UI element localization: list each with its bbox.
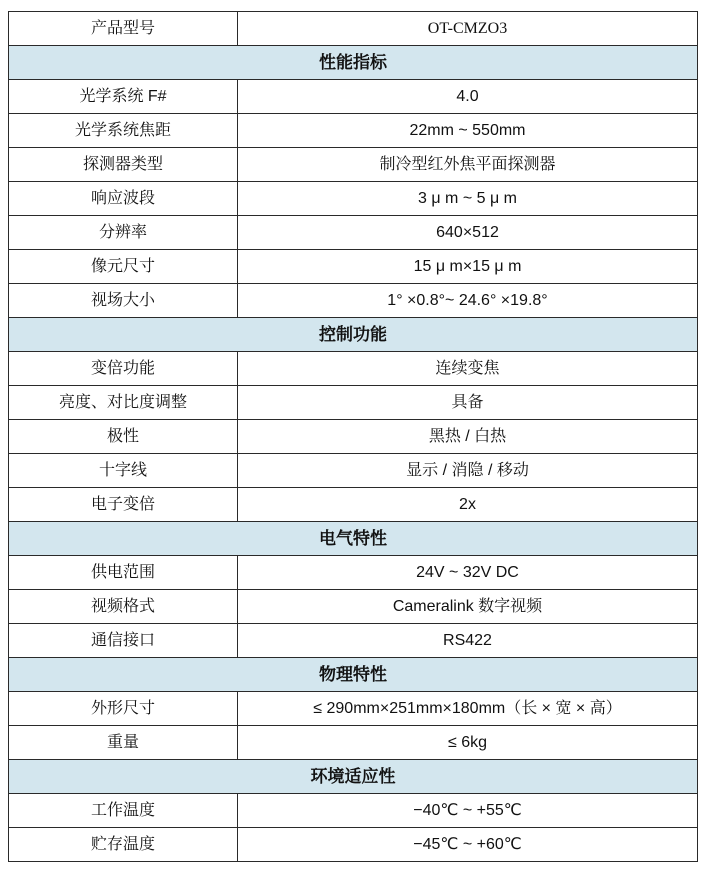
row-value: 4.0 (238, 80, 698, 114)
row-label: 工作温度 (9, 794, 238, 828)
row-label: 光学系统 F# (9, 80, 238, 114)
row-label: 通信接口 (9, 624, 238, 658)
spec-table (8, 11, 698, 862)
section-title: 性能指标 (9, 46, 698, 80)
table-row (9, 726, 698, 760)
table-row (9, 624, 698, 658)
row-value: 显示 / 消隐 / 移动 (238, 454, 698, 488)
row-value: 连续变焦 (238, 352, 698, 386)
row-label: 供电范围 (9, 556, 238, 590)
row-label: 探测器类型 (9, 148, 238, 182)
row-value: ≤ 6kg (238, 726, 698, 760)
table-row (9, 114, 698, 148)
row-value: 具备 (238, 386, 698, 420)
table-row (9, 80, 698, 114)
table-row (9, 352, 698, 386)
model-value: OT-CMZO3 (238, 12, 698, 46)
row-value: −40℃ ~ +55℃ (238, 794, 698, 828)
section-header-environment (9, 760, 698, 794)
table-row (9, 182, 698, 216)
section-header-performance (9, 46, 698, 80)
row-label: 极性 (9, 420, 238, 454)
row-label: 外形尺寸 (9, 692, 238, 726)
row-value: 22mm ~ 550mm (238, 114, 698, 148)
row-label: 响应波段 (9, 182, 238, 216)
row-value: 3 μ m ~ 5 μ m (238, 182, 698, 216)
row-label: 像元尺寸 (9, 250, 238, 284)
row-value: 640×512 (238, 216, 698, 250)
table-row (9, 420, 698, 454)
row-label: 重量 (9, 726, 238, 760)
row-value: 15 μ m×15 μ m (238, 250, 698, 284)
row-value: 黑热 / 白热 (238, 420, 698, 454)
table-row (9, 692, 698, 726)
row-label: 贮存温度 (9, 828, 238, 862)
section-header-physical (9, 658, 698, 692)
section-title: 控制功能 (9, 318, 698, 352)
table-row (9, 148, 698, 182)
table-row (9, 216, 698, 250)
row-value: ≤ 290mm×251mm×180mm（长 × 宽 × 高） (238, 692, 698, 726)
row-label: 视频格式 (9, 590, 238, 624)
section-title: 电气特性 (9, 522, 698, 556)
table-row (9, 828, 698, 862)
row-label: 视场大小 (9, 284, 238, 318)
table-row (9, 250, 698, 284)
row-value: 24V ~ 32V DC (238, 556, 698, 590)
model-label: 产品型号 (9, 12, 238, 46)
row-label: 光学系统焦距 (9, 114, 238, 148)
row-label: 分辨率 (9, 216, 238, 250)
row-value: RS422 (238, 624, 698, 658)
table-row (9, 284, 698, 318)
row-label: 亮度、对比度调整 (9, 386, 238, 420)
section-title: 环境适应性 (9, 760, 698, 794)
section-title: 物理特性 (9, 658, 698, 692)
row-label: 电子变倍 (9, 488, 238, 522)
row-label: 十字线 (9, 454, 238, 488)
row-value: 2x (238, 488, 698, 522)
table-row (9, 794, 698, 828)
table-row (9, 454, 698, 488)
section-header-electrical (9, 522, 698, 556)
table-row (9, 488, 698, 522)
table-row (9, 386, 698, 420)
row-value: Cameralink 数字视频 (238, 590, 698, 624)
section-header-control (9, 318, 698, 352)
table-row (9, 590, 698, 624)
table-row-model (9, 12, 698, 46)
row-value: 1° ×0.8°~ 24.6° ×19.8° (238, 284, 698, 318)
table-row (9, 556, 698, 590)
row-value: −45℃ ~ +60℃ (238, 828, 698, 862)
row-value: 制冷型红外焦平面探测器 (238, 148, 698, 182)
row-label: 变倍功能 (9, 352, 238, 386)
